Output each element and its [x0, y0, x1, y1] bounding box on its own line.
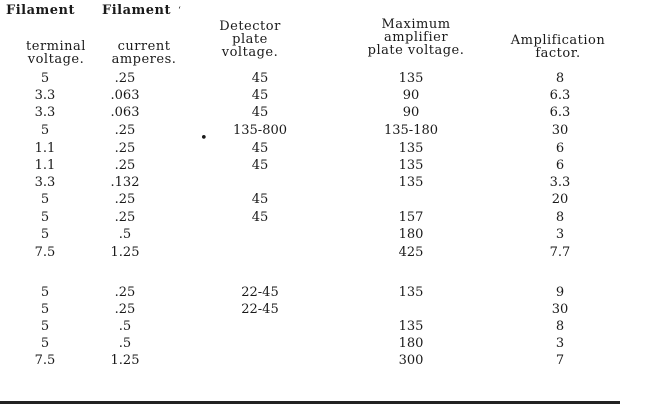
header-line: amperes. [111, 52, 177, 67]
table-cell-mp: 180 [398, 227, 424, 242]
table-cell-fc: .25 [114, 141, 136, 156]
table-cell-fc: .25 [114, 285, 136, 300]
table-cell-mp: 300 [398, 353, 424, 368]
table-cell-fc: 1.25 [110, 353, 140, 368]
table-cell-dp: 45 [251, 210, 269, 225]
table-cell-fv: 1.1 [34, 141, 56, 156]
table-cell-fv: 5 [40, 302, 50, 317]
table-cell-fc: .132 [110, 175, 140, 190]
table-cell-mp: 90 [402, 88, 420, 103]
table-cell-af: 8 [555, 210, 565, 225]
table-cell-fv: 5 [40, 319, 50, 334]
header-line: terminal [26, 39, 86, 54]
header-detector-plate-voltage [200, 20, 300, 59]
table-cell-dp: 45 [251, 192, 269, 207]
table-cell-dp: 135-800 [232, 123, 288, 138]
header-line: factor. [535, 46, 581, 61]
table-cell-af: 7.7 [549, 245, 571, 260]
table-cell-fv: 5 [40, 227, 50, 242]
table-cell-fv: 5 [40, 123, 50, 138]
table-cell-af: 6 [555, 141, 565, 156]
table-cell-fv: 7.5 [34, 245, 56, 260]
header-amplification-factor [492, 34, 624, 60]
table-cell-dp: 22-45 [241, 285, 279, 300]
table-cell-dp: 45 [251, 141, 269, 156]
table-cell-af: 30 [551, 123, 569, 138]
table-cell-af: 8 [555, 319, 565, 334]
header-line: Detector [219, 19, 281, 34]
table-cell-fc: .25 [114, 210, 136, 225]
header-current-amperes [98, 40, 190, 66]
header-line: voltage. [221, 45, 279, 60]
table-cell-af: 8 [555, 71, 565, 86]
table-cell-af: 9 [555, 285, 565, 300]
table-cell-fv: 5 [40, 210, 50, 225]
table-cell-af: 30 [551, 302, 569, 317]
table-cell-fc: .25 [114, 123, 136, 138]
table-cell-mp: 135 [398, 319, 424, 334]
table-cell-mp: 425 [398, 245, 424, 260]
table-cell-dp: 45 [251, 88, 269, 103]
table-cell-af: 6.3 [549, 105, 571, 120]
header-line: amplifier [383, 30, 449, 45]
table-cell-mp: 135-180 [383, 123, 439, 138]
table-cell-mp: 135 [398, 141, 424, 156]
table-cell-fc: .25 [114, 302, 136, 317]
table-cell-fc: .25 [114, 158, 136, 173]
table-cell-dp: 45 [251, 158, 269, 173]
table-cell-mp: 135 [398, 285, 424, 300]
table-cell-fc: .5 [118, 336, 132, 351]
table-cell-fc: .063 [110, 88, 140, 103]
stray-mark: ‘ [178, 6, 181, 16]
table-cell-mp: 90 [402, 105, 420, 120]
table-cell-af: 20 [551, 192, 569, 207]
header-filament-current [102, 4, 190, 17]
table-cell-fc: .5 [118, 319, 132, 334]
table-cell-af: 3 [555, 336, 565, 351]
bottom-rule [0, 401, 620, 404]
table-cell-fc: .25 [114, 71, 136, 86]
table-cell-fv: 5 [40, 192, 50, 207]
table-cell-dp: 22-45 [241, 302, 279, 317]
header-line: current [117, 39, 171, 54]
table-cell-fc: .25 [114, 192, 136, 207]
header-line: plate [232, 32, 268, 47]
header-line: voltage. [27, 52, 85, 67]
header-line: plate voltage. [367, 43, 465, 58]
table-cell-mp: 135 [398, 175, 424, 190]
table-cell-mp: 180 [398, 336, 424, 351]
table-cell-dp: 45 [251, 71, 269, 86]
header-line: Filament [6, 3, 76, 18]
header-max-amplifier-plate-voltage [348, 18, 484, 57]
table-cell-mp: 135 [398, 71, 424, 86]
table-cell-fv: 7.5 [34, 353, 56, 368]
table-cell-af: 3.3 [549, 175, 571, 190]
table-cell-af: 7 [555, 353, 565, 368]
table-cell-af: 6 [555, 158, 565, 173]
table-cell-dp: 45 [251, 105, 269, 120]
table-cell-fv: 3.3 [34, 175, 56, 190]
table-cell-mp: 135 [398, 158, 424, 173]
header-line: Amplification [510, 33, 606, 48]
table-cell-af: 3 [555, 227, 565, 242]
table-cell-af: 6.3 [549, 88, 571, 103]
table-cell-fc: .063 [110, 105, 140, 120]
table-cell-fc: .5 [118, 227, 132, 242]
stray-dot: • [200, 131, 208, 146]
header-line: Maximum [381, 17, 451, 32]
table-cell-fv: 5 [40, 71, 50, 86]
header-terminal-voltage [10, 40, 102, 66]
table-cell-fv: 5 [40, 336, 50, 351]
header-filament-terminal [6, 4, 102, 17]
table-cell-fc: 1.25 [110, 245, 140, 260]
table-cell-mp: 157 [398, 210, 424, 225]
table-cell-fv: 5 [40, 285, 50, 300]
header-line: Filament [102, 3, 172, 18]
table-cell-fv: 3.3 [34, 88, 56, 103]
table-cell-fv: 1.1 [34, 158, 56, 173]
table-cell-fv: 3.3 [34, 105, 56, 120]
